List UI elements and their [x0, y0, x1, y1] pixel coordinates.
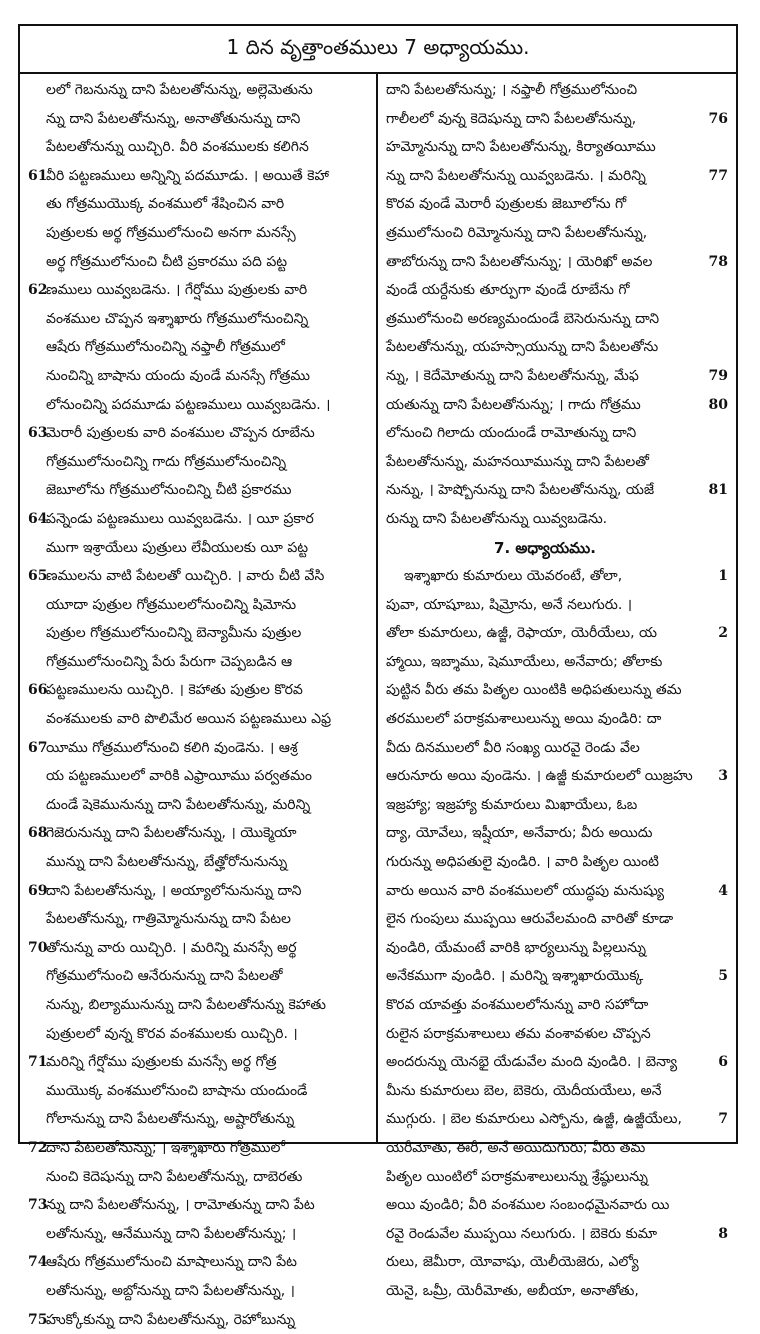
- verse-text: గోలానున్ను దాని పేటలతోనున్ను, అష్టారోతున్ను: [46, 1111, 295, 1128]
- text-line: [386, 362, 728, 391]
- text-line: [386, 305, 728, 334]
- verse-text: వంశములకు వారి పొలిమేర అయిన పట్టణములు ఎఫ్ర: [46, 711, 332, 728]
- text-line: [28, 591, 368, 620]
- verse-text: యెరీమోతు, ఈరీ, అనే అయిదుగురు; వీరు తమ: [386, 1139, 646, 1156]
- verse-text: ముగా ఇశ్రాయేలు పుత్రులు లేవీయులకు యీ పట్ట: [46, 539, 309, 556]
- verse-text: ఇశ్శాఖారు కుమారులు యెవరంటే, తోలా,: [404, 568, 623, 585]
- verse-number: 2: [718, 625, 728, 642]
- text-line: [28, 791, 368, 820]
- chapter-heading-text: 7. అధ్యాయము.: [494, 538, 596, 557]
- verse-number: 80: [708, 396, 728, 413]
- verse-number: 68: [28, 825, 48, 842]
- verse-text: దుండే షెకెమునున్ను దాని పేటలతోనున్ను, మరిన్ని: [46, 796, 311, 813]
- text-line: [386, 905, 728, 934]
- text-line: [386, 648, 728, 677]
- verse-text: దాని పేటలతోనున్ను, । అయ్యాలోనునున్ను దాని: [46, 882, 302, 899]
- text-line: [386, 676, 728, 705]
- verse-text: జెబూలోను గోత్రములోనుంచిన్ని చీటి ప్రకారము: [46, 482, 292, 499]
- verse-number: 5: [718, 968, 728, 985]
- text-line: [28, 1220, 368, 1249]
- verse-text: ఆరునూరు అయి వుండెను. । ఉజ్జీ కుమారులలో యిజ్రహు: [386, 768, 693, 785]
- verse-number: 62: [28, 282, 48, 299]
- verse-text: ణములను వాటి పేటలతో యిచ్చిరి. । వారు చీటి వేసి: [46, 568, 325, 585]
- text-line: [28, 905, 368, 934]
- text-line: [28, 676, 368, 705]
- page-header: [20, 26, 736, 74]
- verse-text: మీను కుమారులు బెల, బెకెరు, యెదీయయేలు, అనే: [386, 1082, 662, 1099]
- verse-number: 1: [718, 568, 728, 585]
- verse-text: తరములలో పరాక్రమశాలులున్ను అయి వుండిరి: దా: [386, 711, 662, 728]
- verse-number: 66: [28, 682, 48, 699]
- text-line: [386, 76, 728, 105]
- verse-text: వారు అయిన వారి వంశములలో యుద్ధపు మనుష్యు: [386, 882, 665, 899]
- text-line: [386, 333, 728, 362]
- text-line: [386, 791, 728, 820]
- text-line: [28, 419, 368, 448]
- verse-text: వీదు దినములలో వీరి సంఖ్య యిరవై రెండు వేల: [386, 739, 640, 756]
- text-line: [386, 1105, 728, 1134]
- text-line: [28, 762, 368, 791]
- verse-text: త్రములోనుంచి రిమ్మోనున్ను దాని పేటలతోనున్ను,: [386, 224, 648, 241]
- verse-text: వంశముల చొప్పన ఇశ్శాఖారు గోత్రములోనుంచిన్ని: [46, 310, 309, 327]
- text-line: [386, 1248, 728, 1277]
- text-line: [28, 476, 368, 505]
- text-line: [28, 1306, 368, 1334]
- verse-text: న్ను దాని పేటలతోనున్ను, । రామోతున్ను దాని పేట: [46, 1197, 315, 1214]
- verse-number: 76: [708, 110, 728, 127]
- verse-number: 67: [28, 739, 48, 756]
- text-line: [28, 448, 368, 477]
- verse-number: 69: [28, 882, 48, 899]
- verse-text: నున్ను, బిల్యామునున్ను దాని పేటలతోనున్ను కెహాతు: [46, 997, 326, 1013]
- text-line: [386, 848, 728, 877]
- text-line: [386, 562, 728, 591]
- verse-text: లతోనున్ను, అబ్దోనున్ను దాని పేటలతోనున్ను, ।: [46, 1282, 295, 1299]
- verse-text: గెజెరునున్ను దాని పేటలతోనున్ను, । యొక్మెయా: [46, 825, 297, 842]
- text-line: [28, 562, 368, 591]
- verse-text: నుంచి కెదెషున్ను దాని పేటలతోనున్ను, దాబెరతు: [46, 1168, 303, 1185]
- verse-text: అయి వుండిరి; వీరి వంశముల సంబంధమైనవారు యి: [386, 1197, 670, 1214]
- verse-text: దాని పేటలతోనున్ను; । ఇశ్శాఖారు గోత్రములో: [46, 1139, 285, 1156]
- text-line: [28, 1134, 368, 1163]
- verse-text: లతోనున్ను, ఆనేమున్ను దాని పేటలతోనున్ను; ।: [46, 1225, 297, 1242]
- text-line: [386, 162, 728, 191]
- text-line: [386, 934, 728, 963]
- text-line: [28, 1191, 368, 1220]
- verse-text: పుత్రులలో వున్న కొరవ వంశములకు యిచ్చిరి. ।: [46, 1025, 298, 1042]
- verse-text: గోత్రములోనుంచిన్ని గాదు గోత్రములోనుంచిన్ని: [46, 453, 287, 470]
- text-line: [28, 333, 368, 362]
- text-line: [386, 419, 728, 448]
- text-line: [386, 1077, 728, 1106]
- verse-text: గురున్ను అధిపతులై వుండిరి. । వారి పితృల యింటి: [386, 854, 659, 871]
- page-frame: [18, 24, 738, 1328]
- text-line: [386, 276, 728, 305]
- verse-text: గాలీలలో వున్న కెదెషున్ను దాని పేటలతోనున్ను,: [386, 110, 637, 127]
- verse-number: 8: [718, 1225, 728, 1242]
- text-line: [386, 762, 728, 791]
- verse-text: పేటలతోనున్ను యిచ్చిరి. వీరి వంశములకు కలిగిన: [46, 139, 309, 156]
- text-line: [28, 1048, 368, 1077]
- text-line: [386, 591, 728, 620]
- verse-number: 70: [28, 939, 48, 956]
- verse-number: 74: [28, 1254, 48, 1271]
- right-column: [378, 72, 736, 1299]
- text-line: [386, 1020, 728, 1049]
- verse-text: ముగ్గురు. । బెల కుమారులు ఎస్బోను, ఉజ్జీ, ఉజ్జీయేలు,: [386, 1111, 682, 1128]
- verse-text: హుక్కోకున్ను దాని పేటలతోనున్ను, రెహోబున్ను: [46, 1311, 296, 1328]
- verse-text: వుండిరి, యేమంటే వారికి భార్యలున్ను పిల్లలున్ను: [386, 939, 646, 956]
- verse-text: ముయొక్క వంశములోనుంచి బాషాను యందుండే: [46, 1082, 308, 1099]
- verse-text: మున్ను దాని పేటలతోనున్ను, బేత్హోరోనునున్ను: [46, 854, 288, 871]
- text-line: [386, 190, 728, 219]
- text-line: [28, 1020, 368, 1049]
- text-line: [28, 362, 368, 391]
- verse-text: తు గోత్రముయొక్క వంశములో శేషించిన వారి: [46, 196, 285, 213]
- verse-text: యూదా పుత్రుల గోత్రములలోనుంచిన్ని షిమోను: [46, 596, 297, 613]
- page-title: 1 దిన వృత్తాంతములు 7 అధ్యాయము.: [226, 34, 530, 59]
- text-line: [386, 734, 728, 763]
- verse-text: మరిన్ని గేర్షోము పుత్రులకు మనస్సే అర్థ గోత్ర: [46, 1054, 277, 1071]
- verse-text: లలో గెబనున్ను దాని పేటలతోనున్ను, అల్లెమెతును: [46, 82, 313, 98]
- verse-number: 77: [708, 167, 728, 184]
- verse-text: తోనున్ను వారు యిచ్చిరి. । మరిన్ని మనస్సే అర్థ: [46, 939, 297, 956]
- verse-number: 71: [28, 1054, 48, 1071]
- verse-text: పితృల యింటిలో పరాక్రమశాలులున్ను శ్రేష్ఠులున్ను: [386, 1168, 649, 1185]
- verse-text: మెరారీ పుత్రులకు వారి వంశముల చొప్పన రూబేను: [46, 425, 315, 442]
- verse-text: నున్ను, । హెష్బోనున్ను దాని పేటలతోనున్ను, యజే: [386, 482, 655, 499]
- text-line: [386, 819, 728, 848]
- verse-text: పేటలతోనున్ను, యహస్సాయున్ను దాని పేటలతోను: [386, 339, 659, 356]
- verse-text: లైన గుంపులు ముప్పయి ఆరువేలమంది వారితో కూడా: [386, 911, 674, 928]
- verse-number: 65: [28, 568, 48, 585]
- text-line: [28, 305, 368, 334]
- text-line: [28, 1277, 368, 1306]
- verse-text: రులైన పరాక్రమశాలులు తమ వంశావళుల చొప్పన: [386, 1025, 651, 1042]
- verse-number: 3: [718, 768, 728, 785]
- text-line: [28, 248, 368, 277]
- text-line: [386, 1191, 728, 1220]
- text-line: [386, 1277, 728, 1306]
- text-line: [28, 962, 368, 991]
- text-line: [386, 105, 728, 134]
- verse-number: 78: [708, 253, 728, 270]
- text-line: [28, 848, 368, 877]
- chapter-heading: [386, 534, 728, 563]
- verse-number: 6: [718, 1054, 728, 1071]
- verse-text: అందరున్ను యెనభై యేడువేల మంది వుండిరి. । బెన్యా: [386, 1054, 678, 1071]
- text-line: [28, 877, 368, 906]
- verse-number: 75: [28, 1311, 48, 1328]
- text-line: [28, 105, 368, 134]
- text-line: [28, 819, 368, 848]
- text-line: [28, 934, 368, 963]
- text-line: [28, 991, 368, 1020]
- verse-text: పుత్రుల గోత్రములోనుంచిన్ని బెన్యామీను పుత్రుల: [46, 625, 302, 642]
- text-line: [28, 1077, 368, 1106]
- text-line: [28, 162, 368, 191]
- verse-text: పుట్టిన వీరు తమ పితృల యింటికి అధిపతులున్ను తమ: [386, 682, 682, 699]
- verse-text: యీము గోత్రములోనుంచి కలిగి వుండెను. । ఆశ్ర: [46, 739, 298, 756]
- verse-text: నుంచిన్ని బాషాను యందు వుండే మనస్సే గోత్రము: [46, 367, 311, 384]
- verse-text: కొరవ యావత్తు వంశములలోనున్ను వారి సహోదా: [386, 997, 649, 1013]
- text-columns: [20, 72, 736, 1328]
- text-line: [28, 648, 368, 677]
- verse-text: వీరి పట్టణములు అన్నిన్ని పదమూడు. । అయితే కెహా: [46, 167, 329, 184]
- verse-text: యెనై, ఒమ్రీ, యెరీమోతు, అబీయా, అనాతోతు,: [386, 1282, 639, 1299]
- verse-text: గోత్రములోనుంచి ఆనేరునున్ను దాని పేటలతో: [46, 968, 283, 985]
- verse-number: 7: [718, 1111, 728, 1128]
- text-line: [28, 1163, 368, 1192]
- verse-text: లోనుంచిన్ని పదమూడు పట్టణములు యివ్వబడెను. ।: [46, 396, 331, 413]
- text-line: [386, 991, 728, 1020]
- verse-text: దాని పేటలతోనున్ను; । నఫ్తాలీ గోత్రములోనుంచి: [386, 82, 638, 98]
- verse-text: ణములు యివ్వబడెను. । గేర్షోము పుత్రులకు వారి: [46, 282, 308, 299]
- text-line: [386, 133, 728, 162]
- left-column: [20, 72, 378, 1328]
- verse-text: ఇజ్రహ్యా; ఇజ్రహ్యా కుమారులు మిఖాయేలు, ఓబ: [386, 796, 638, 813]
- verse-text: న్ను దాని పేటలతోనున్ను, అనాతోతునున్ను దాని: [46, 110, 301, 127]
- verse-text: పువా, యాషూబు, షిమ్రోను, అనే నలుగురు. ।: [386, 596, 633, 613]
- verse-number: 61: [28, 167, 48, 184]
- verse-text: పట్టణములను యిచ్చిరి. । కెహాతు పుత్రుల కొరవ: [46, 682, 303, 699]
- verse-text: హమ్మోనున్ను దాని పేటలతోనున్ను, కిర్యాతయీము: [386, 139, 656, 156]
- text-line: [386, 1220, 728, 1249]
- text-line: [386, 219, 728, 248]
- verse-text: న్ను దాని పేటలతోనున్ను యివ్వబడెను. । మరిన్ని: [386, 167, 646, 184]
- text-line: [28, 391, 368, 420]
- verse-text: వుండే యర్దేనుకు తూర్పుగా వుండే రూబేను గో: [386, 282, 630, 299]
- verse-text: గోత్రములోనుంచిన్ని పేరు పేరుగా చెప్పబడిన ఆ: [46, 653, 293, 670]
- verse-text: రున్ను దాని పేటలతోనున్ను యివ్వబడెను.: [386, 510, 608, 527]
- verse-text: పేటలతోనున్ను, గాత్రిమ్మోనునున్ను దాని పేటల: [46, 911, 291, 928]
- verse-text: యతున్ను దాని పేటలతోనున్ను; । గాదు గోత్రము: [386, 396, 641, 413]
- verse-text: అర్థ గోత్రములోనుంచి చీటి ప్రకారము పది పట్ట: [46, 253, 288, 270]
- text-line: [386, 448, 728, 477]
- verse-number: 64: [28, 510, 48, 527]
- verse-text: ద్యా, యోవేలు, ఇష్షీయా, అనేవారు; వీరు అయిదు: [386, 825, 653, 842]
- text-line: [386, 248, 728, 277]
- text-line: [28, 276, 368, 305]
- text-line: [28, 190, 368, 219]
- text-line: [386, 476, 728, 505]
- text-line: [28, 76, 368, 105]
- verse-text: కొరవ వుండే మెరారీ పుత్రులకు జెబూలోను గో: [386, 196, 627, 213]
- verse-number: 81: [708, 482, 728, 499]
- verse-text: తాబోరున్ను దాని పేటలతోనున్ను; । యెరిఖో అవల: [386, 253, 653, 270]
- verse-text: రవై రెండువేల ముప్పయి నలుగురు. । బెకెరు కుమా: [386, 1225, 658, 1242]
- verse-text: య పట్టణములలో వారికి ఎఫ్రాయీము పర్వతమం: [46, 768, 312, 785]
- text-line: [28, 133, 368, 162]
- text-line: [28, 1105, 368, 1134]
- text-line: [28, 734, 368, 763]
- verse-text: రులు, జెమీరా, యోవాషు, యెలీయెజెరు, ఎల్యో: [386, 1254, 639, 1271]
- text-line: [28, 1248, 368, 1277]
- verse-number: 79: [708, 367, 728, 384]
- verse-text: పేటలతోనున్ను, మహనయీమున్ను దాని పేటలతో: [386, 453, 649, 470]
- text-line: [386, 391, 728, 420]
- verse-text: త్రములోనుంచి అరణ్యమందుండే బెసెరునున్ను దాని: [386, 310, 660, 327]
- text-line: [386, 1163, 728, 1192]
- verse-text: లోనుంచి గిలాదు యందుండే రామోతున్ను దాని: [386, 425, 637, 442]
- verse-text: పన్నెండు పట్టణములు యివ్వబడెను. । యీ ప్రకార: [46, 510, 314, 527]
- text-line: [386, 962, 728, 991]
- text-line: [386, 1048, 728, 1077]
- verse-number: 63: [28, 425, 48, 442]
- verse-text: ఆషేరు గోత్రములోనుంచి మాషాలున్ను దాని పేట: [46, 1254, 297, 1271]
- text-line: [28, 505, 368, 534]
- verse-number: 4: [718, 882, 728, 899]
- text-line: [28, 619, 368, 648]
- verse-number: 73: [28, 1197, 48, 1214]
- verse-text: హ్మాయి, ఇబ్శాము, షెమూయేలు, అనేవారు; తోలాకు: [386, 653, 663, 670]
- verse-number: 72: [28, 1139, 48, 1156]
- verse-text: పుత్రులకు అర్థ గోత్రములోనుంచి అనగా మనస్సే: [46, 224, 296, 241]
- text-line: [386, 505, 728, 534]
- verse-text: తోలా కుమారులు, ఉజ్జీ, రెఫాయా, యెరీయేలు, య: [386, 625, 657, 642]
- text-line: [28, 705, 368, 734]
- text-line: [28, 534, 368, 563]
- verse-text: న్ను, । కెదేమోతున్ను దాని పేటలతోనున్ను, మేఫ: [386, 367, 639, 384]
- verse-text: ఆషేరు గోత్రములోనుంచిన్ని నఫ్తాలీ గోత్రములో: [46, 339, 285, 356]
- text-line: [28, 219, 368, 248]
- text-line: [386, 705, 728, 734]
- text-line: [386, 877, 728, 906]
- verse-text: అనేకముగా వుండిరి. । మరిన్ని ఇశ్శాఖారుయొక్క: [386, 968, 644, 985]
- text-line: [386, 619, 728, 648]
- text-line: [386, 1134, 728, 1163]
